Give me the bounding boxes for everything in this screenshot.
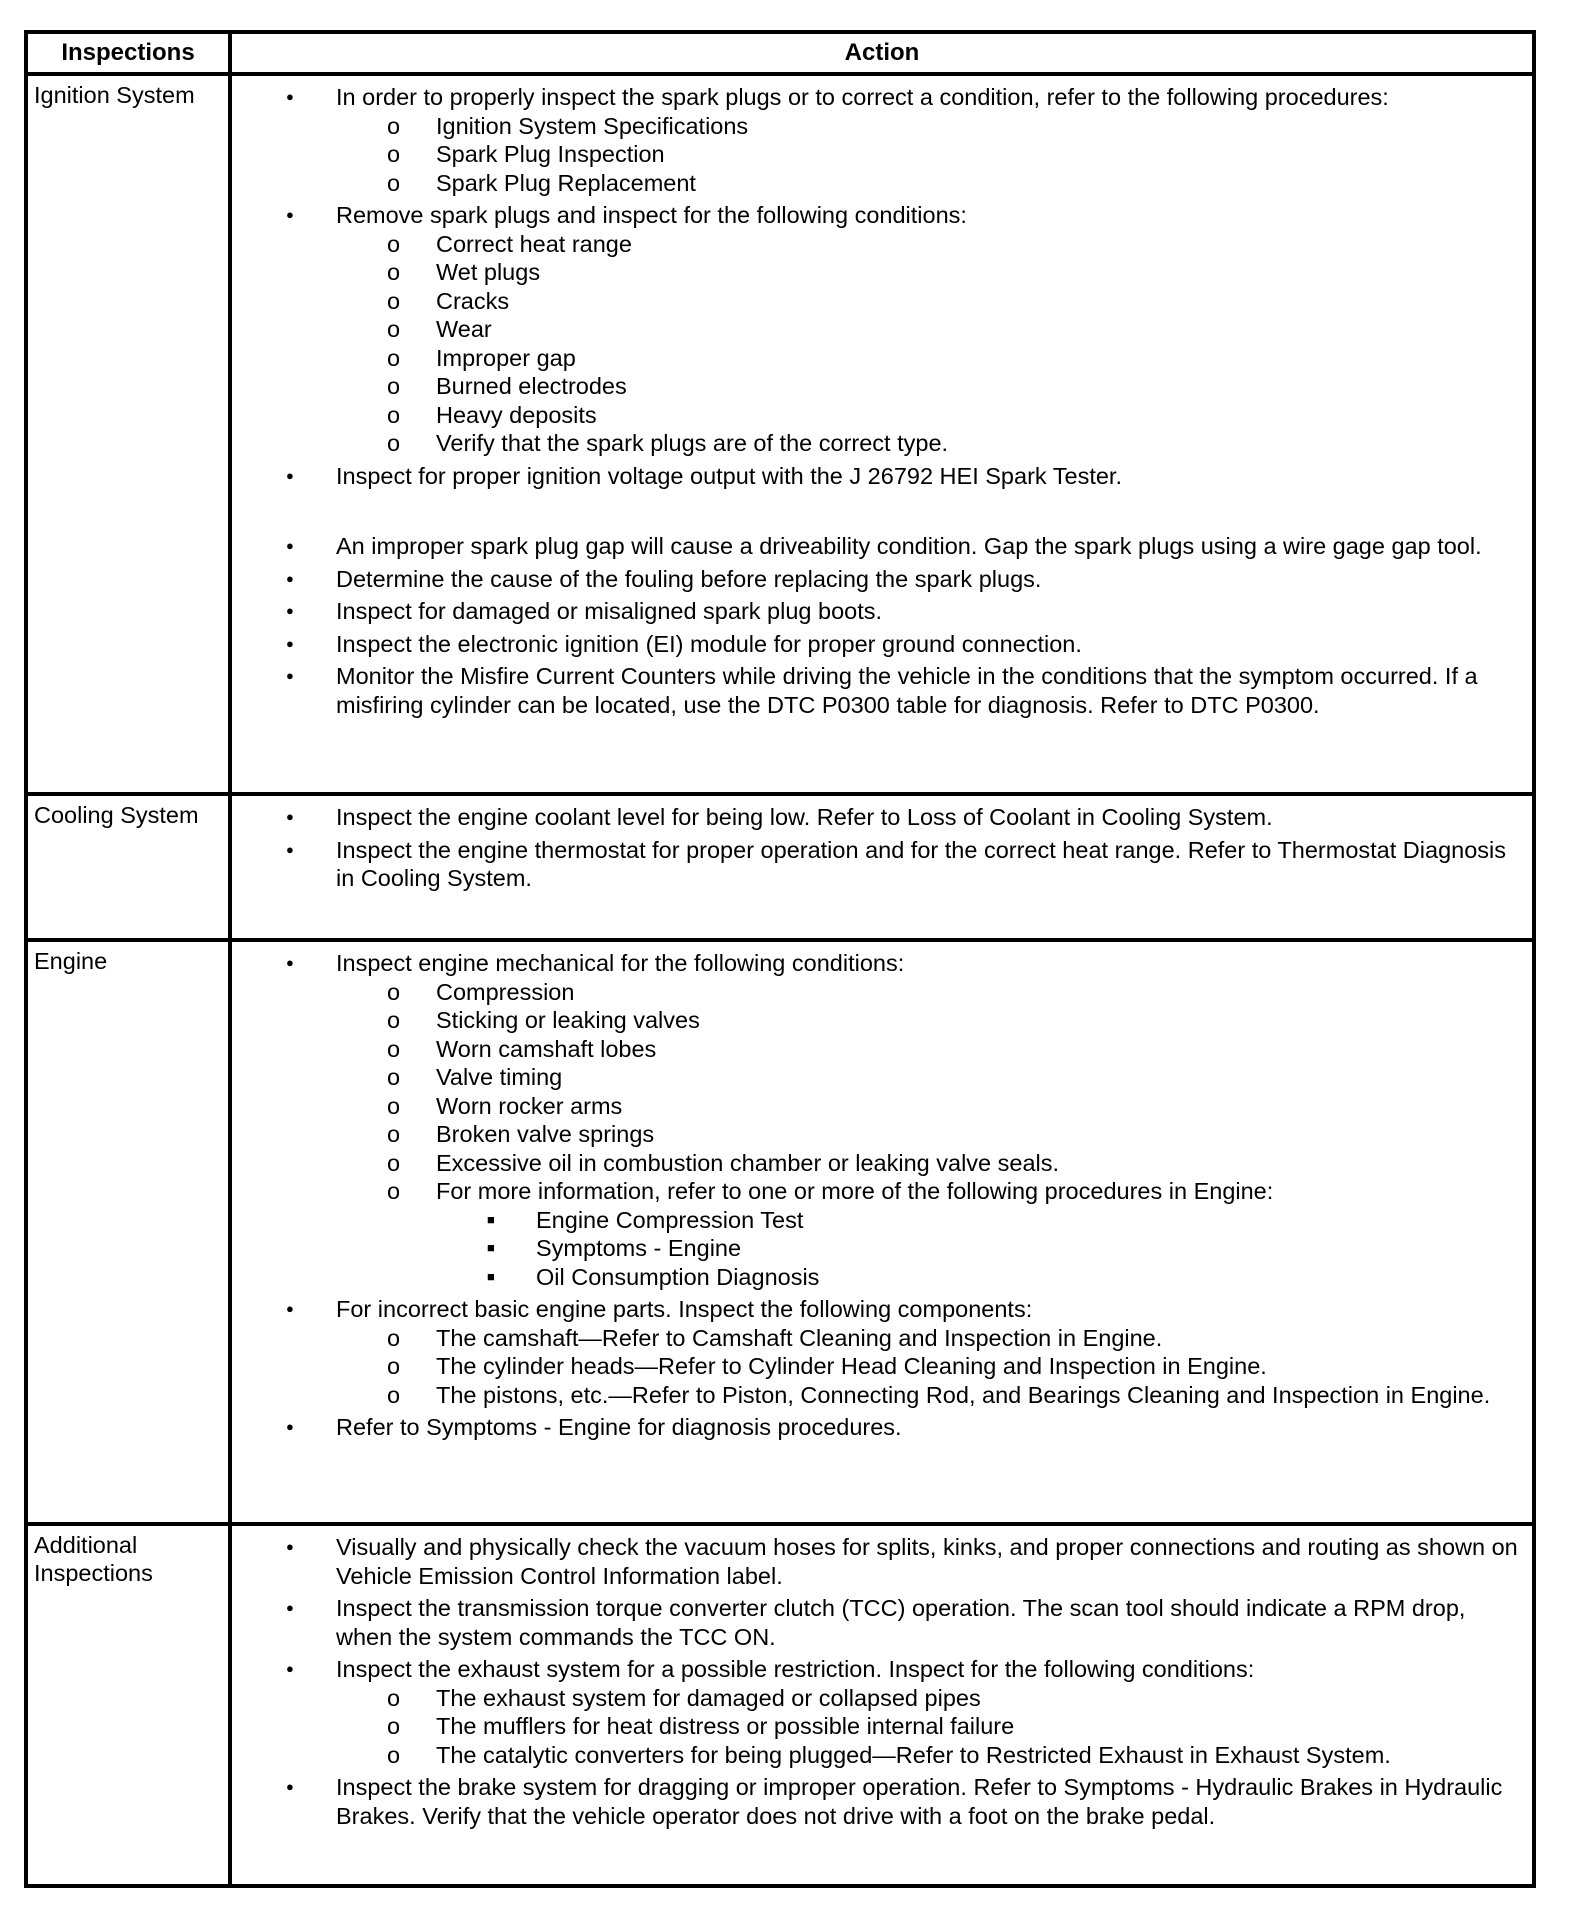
- list-item: ● Inspect for damaged or misaligned spark plug boots.: [232, 597, 1528, 626]
- actions-additional-inspections: [230, 1524, 1532, 1884]
- sub-list-item: o Ignition System Specifications: [336, 112, 1528, 141]
- row-engine: [28, 940, 1532, 1524]
- bullet-list: [232, 532, 1528, 719]
- sub-sub-list: [336, 1206, 1528, 1292]
- sub-list-item: o Valve timing: [336, 1063, 1528, 1092]
- list-item: ● Inspect for proper ignition voltage output with the J 26792 HEI Spark Tester.: [232, 462, 1528, 491]
- sub-list-item: o Cracks: [336, 287, 1528, 316]
- list-item: ● Inspect the engine thermostat for proper operation and for the correct heat range. Refer to Thermostat Diagnosis in Cooling System.: [232, 836, 1528, 893]
- sub-list: [232, 1684, 1528, 1770]
- sub-list-item: o Excessive oil in combustion chamber or leaking valve seals.: [336, 1149, 1528, 1178]
- sub-list-item: o Wear: [336, 315, 1528, 344]
- sub-sub-list-item: ■ Oil Consumption Diagnosis: [436, 1263, 1528, 1292]
- label-additional-inspections: Additional Inspections: [28, 1524, 230, 1884]
- bullet-list: [232, 1533, 1528, 1830]
- actions-engine: [230, 940, 1532, 1524]
- label-ignition-system: Ignition System: [28, 74, 230, 794]
- sub-list-item: o The pistons, etc.—Refer to Piston, Connecting Rod, and Bearings Cleaning and Inspection in Engine.: [336, 1381, 1528, 1410]
- inspections-column-header: Inspections: [28, 34, 230, 74]
- row-additional-inspections: [28, 1524, 1532, 1884]
- sub-list-item: o Improper gap: [336, 344, 1528, 373]
- sub-list-item: o Sticking or leaking valves: [336, 1006, 1528, 1035]
- sub-list-item: o Spark Plug Inspection: [336, 140, 1528, 169]
- list-item: ● Inspect the engine coolant level for being low. Refer to Loss of Coolant in Cooling System.: [232, 803, 1528, 832]
- header-row: [28, 34, 1532, 74]
- sub-list: [232, 112, 1528, 198]
- sub-sub-list-item: ■ Symptoms - Engine: [436, 1234, 1528, 1263]
- sub-list-item: o Worn rocker arms: [336, 1092, 1528, 1121]
- sub-list-item: o Correct heat range: [336, 230, 1528, 259]
- list-item: ● Inspect the electronic ignition (EI) module for proper ground connection.: [232, 630, 1528, 659]
- list-item: ● Inspect engine mechanical for the following conditions: o Compression o Sticking or leaking valves o Worn camshaft lobes o Valve timing o Worn rocker arms o Broken valve springs o Excessive oil in combustion chamber or leaking valve seals. o For more information, refer to one or more of the following procedures in Engine: ■ Engine Compression Test ■ Symptoms - Engine ■ Oil Consumption Diagnosis: [232, 949, 1528, 1291]
- list-item: ● Visually and physically check the vacuum hoses for splits, kinks, and proper connections and routing as shown on Vehicle Emission Control Information label.: [232, 1533, 1528, 1590]
- sub-list-item: o Heavy deposits: [336, 401, 1528, 430]
- sub-sub-list-item: ■ Engine Compression Test: [436, 1206, 1528, 1235]
- bullet-list: [232, 803, 1528, 893]
- action-column-header: Action: [230, 34, 1532, 74]
- sub-list-item: o Compression: [336, 978, 1528, 1007]
- list-item: ● For incorrect basic engine parts. Inspect the following components: o The camshaft—Refer to Camshaft Cleaning and Inspection in Engine. o The cylinder heads—Refer to Cylinder Head Cleaning and Inspection in Engine. o The pistons, etc.—Refer to Piston, Connecting Rod, and Bearings Cleaning and Inspection in Engine.: [232, 1295, 1528, 1409]
- list-item: ● Determine the cause of the fouling before replacing the spark plugs.: [232, 565, 1528, 594]
- sub-list: [232, 1324, 1528, 1410]
- sub-list: [232, 230, 1528, 458]
- sub-list-item: o The camshaft—Refer to Camshaft Cleaning and Inspection in Engine.: [336, 1324, 1528, 1353]
- list-item: ● Inspect the transmission torque converter clutch (TCC) operation. The scan tool should indicate a RPM drop, when the system commands the TCC ON.: [232, 1594, 1528, 1651]
- list-item: ● Inspect the brake system for dragging or improper operation. Refer to Symptoms - Hydraulic Brakes in Hydraulic Brakes. Verify that the vehicle operator does not drive with a foot on the brake pedal.: [232, 1773, 1528, 1830]
- sub-list-item: o Broken valve springs: [336, 1120, 1528, 1149]
- list-item: ● Refer to Symptoms - Engine for diagnosis procedures.: [232, 1413, 1528, 1442]
- sub-list-item: o The catalytic converters for being plugged—Refer to Restricted Exhaust in Exhaust System.: [336, 1741, 1528, 1770]
- list-item: ● An improper spark plug gap will cause a driveability condition. Gap the spark plugs using a wire gage gap tool.: [232, 532, 1528, 561]
- inspection-table: [24, 30, 1536, 1888]
- inspection-grid: [28, 34, 1532, 1884]
- sub-list-item: o The exhaust system for damaged or collapsed pipes: [336, 1684, 1528, 1713]
- list-item: ● Monitor the Misfire Current Counters while driving the vehicle in the conditions that the symptom occurred. If a misfiring cylinder can be located, use the DTC P0300 table for diagnosis. Refer to DTC P0300.: [232, 662, 1528, 719]
- actions-cooling-system: [230, 794, 1532, 940]
- list-item: ● Remove spark plugs and inspect for the following conditions: o Correct heat range o Wet plugs o Cracks o Wear o Improper gap o Burned electrodes o Heavy deposits o Verify that the spark plugs are of the correct type.: [232, 201, 1528, 458]
- row-ignition-system: [28, 74, 1532, 794]
- label-engine: Engine: [28, 940, 230, 1524]
- sub-list-item: o Verify that the spark plugs are of the correct type.: [336, 429, 1528, 458]
- list-item: ● In order to properly inspect the spark plugs or to correct a condition, refer to the following procedures: o Ignition System Specifications o Spark Plug Inspection o Spark Plug Replacement: [232, 83, 1528, 197]
- sub-list-item: o The cylinder heads—Refer to Cylinder Head Cleaning and Inspection in Engine.: [336, 1352, 1528, 1381]
- sub-list-item: o Spark Plug Replacement: [336, 169, 1528, 198]
- list-item: ● Inspect the exhaust system for a possible restriction. Inspect for the following conditions: o The exhaust system for damaged or collapsed pipes o The mufflers for heat distress or possible internal failure o The catalytic converters for being plugged—Refer to Restricted Exhaust in Exhaust System.: [232, 1655, 1528, 1769]
- actions-ignition-system: [230, 74, 1532, 794]
- label-cooling-system: Cooling System: [28, 794, 230, 940]
- bullet-list: [232, 949, 1528, 1442]
- sub-list-item: o The mufflers for heat distress or possible internal failure: [336, 1712, 1528, 1741]
- bullet-list: [232, 83, 1528, 490]
- sub-list: [232, 978, 1528, 1292]
- sub-list-item: o Worn camshaft lobes: [336, 1035, 1528, 1064]
- sub-list-item: o Burned electrodes: [336, 372, 1528, 401]
- spacer: [232, 494, 1528, 532]
- sub-list-item: o Wet plugs: [336, 258, 1528, 287]
- sub-list-item: o For more information, refer to one or more of the following procedures in Engine: ■ Engine Compression Test ■ Symptoms - Engine ■ Oil Consumption Diagnosis: [336, 1177, 1528, 1291]
- row-cooling-system: [28, 794, 1532, 940]
